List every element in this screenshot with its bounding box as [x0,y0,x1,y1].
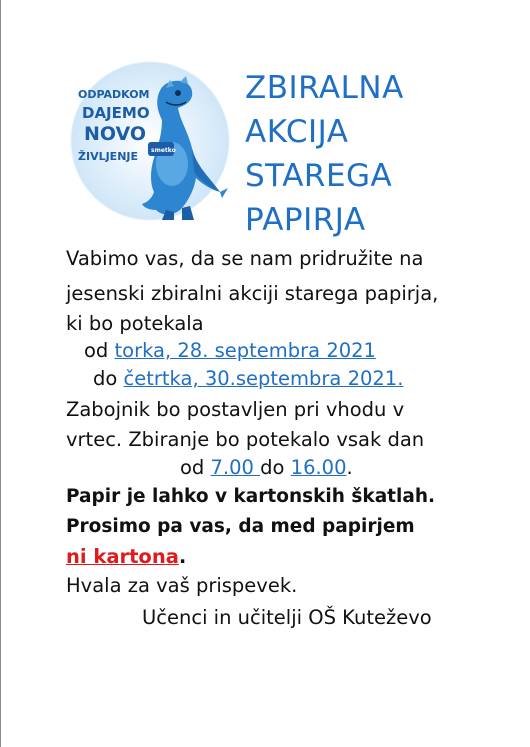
date-from: torka, 28. septembra 2021 [114,339,376,362]
notice-line-2: Prosimo pa vas, da med papirjem [66,516,415,537]
intro-line-1: Vabimo vas, da se nam pridružite na [66,247,424,270]
title-line-2: AKCIJA [245,114,349,150]
title-line-4: PAPIRJA [245,202,366,238]
signature-line: Učenci in učitelji OŠ Kuteževo [142,606,432,629]
logo-line-3: NOVO [84,123,147,145]
date-from-prefix: od [84,339,115,362]
title-line-3: STAREGA [245,158,393,194]
date-from-line [84,339,376,362]
date-to-suffix: . [397,367,404,390]
container-line-2: vrtec. Zbiranje bo potekalo vsak dan [66,428,425,451]
logo-badge: smetko [151,147,176,154]
logo-line-4: ŽIVLJENJE [78,150,139,163]
hours-start: 7.00 [210,456,261,479]
flyer-title [245,66,404,242]
date-to-prefix: do [93,367,124,390]
thanks-line: Hvala za vaš prispevek. [66,574,298,597]
hours-prefix: od [180,456,211,479]
no-cardboard-warning: ni kartona [66,545,179,568]
intro-line-3: ki bo potekala [66,312,204,335]
hours-end: 16.00 [290,456,347,479]
campaign-logo [70,60,230,222]
hours-suffix: . [346,456,353,479]
logo-line-1: ODPADKOM [78,88,150,101]
hours-mid: do [260,456,291,479]
container-line-1: Zabojnik bo postavljen pri vhodu v [66,398,405,421]
date-to-line [93,367,403,390]
title-line-1: ZBIRALNA [245,70,404,106]
intro-line-2: jesenski zbiralni akciji starega papirja, [66,282,439,305]
page-left-border [0,0,1,747]
notice-line-3-suffix: . [178,545,187,568]
notice-line-3 [66,545,186,568]
logo-line-2: DAJEMO [82,104,150,122]
date-to: četrtka, 30.septembra 2021 [123,367,398,390]
notice-line-1: Papir je lahko v kartonskih škatlah. [66,486,436,507]
hours-line [180,456,353,479]
